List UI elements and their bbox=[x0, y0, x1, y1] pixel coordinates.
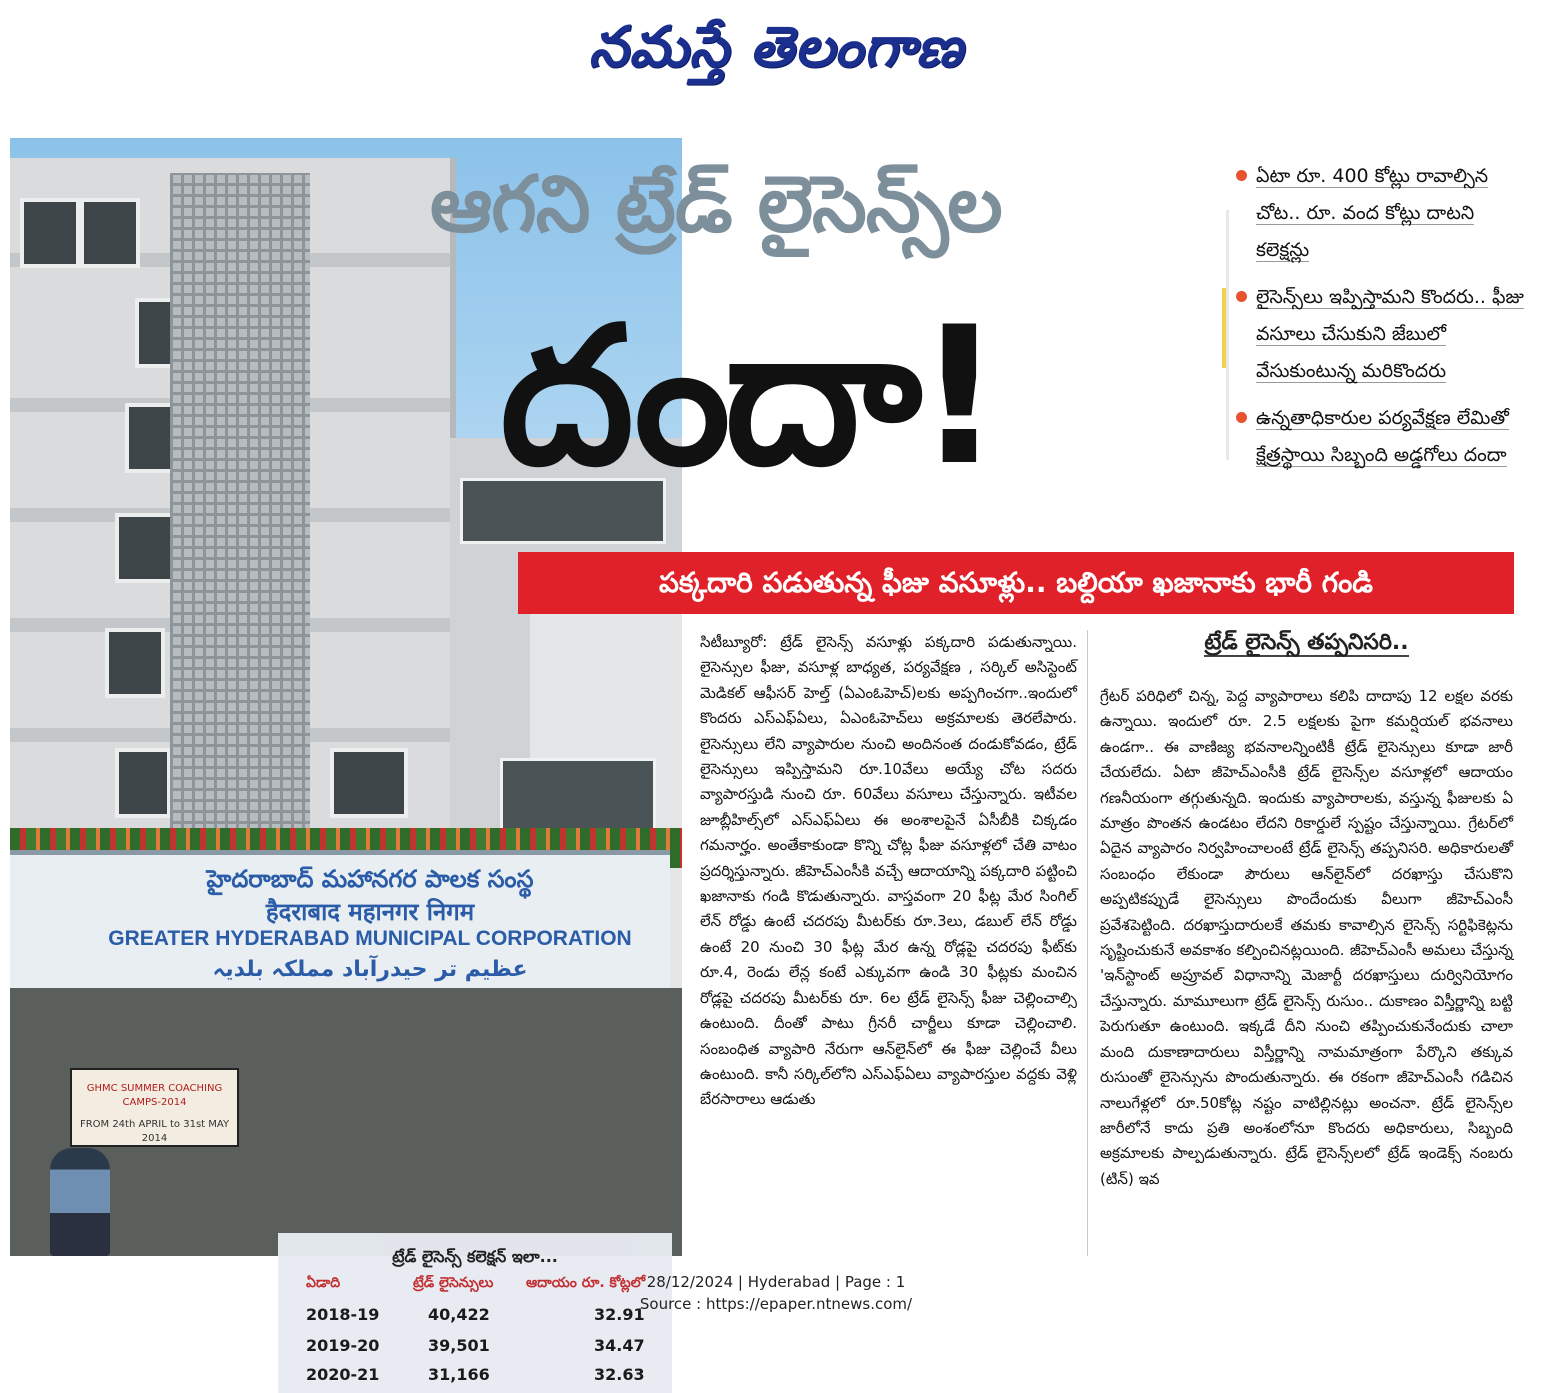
table-cell-revenue: 32.63 bbox=[594, 1365, 645, 1384]
sign-telugu: హైదరాబాద్ మహానగర పాలక సంస్థ bbox=[206, 865, 534, 893]
sign-urdu: عظیم تر حیدرآباد مملکہ بلدیہ bbox=[212, 957, 528, 982]
footer-date-page: 28/12/2024 | Hyderabad | Page : 1 bbox=[646, 1273, 906, 1291]
bullets-divider bbox=[1226, 210, 1229, 460]
article-column-1-text: సిటీబ్యూరో: ట్రేడ్ లైసెన్స్ వసూళ్లు పక్కదారి పడుతున్నాయి. లైసెన్సుల ఫీజు, వసూళ్ల బాధ్యత, పర్యవేక్షణ , సర్కిల్ అసిస్టెంట్ మెడికల్ ఆఫీసర్ హెల్త్ (ఏఎంఓహెచ్)లకు అప్పగించగా..ఇందులో కొందరు ఎస్ఎఫ్ఏలు, ఏఎంఓహెచ్‌లు అక్రమాలకు తెరలేపారు. లైసెన్సులు లేని వ్యాపారుల నుంచి అందినంత దండుకోవడం, ట్రేడ్ లైసెన్సులు ఇప్పిస్తామని రూ.10వేలు అయ్యే చోట సదరు వ్యాపారస్తుడి నుంచి రూ. 60వేలు వసూలు చేస్తున్నారు. ఇటీవల జూబ్లీహిల్స్‌లో ఎస్ఎఫ్ఏలు ఈ అంశాలపైనే ఏసీబీకి చిక్కడం గమనార్హం. అంతేకాకుండా కొన్ని చోట్ల ఫీజు వసూళ్లలో చేతి వాటం ప్రదర్శిస్తున్నారు. జీహెచ్ఎంసీకి వచ్చే ఆదాయాన్ని పక్కదారి పట్టించి ఖజానాకు గండి కొడుతున్నారు. వాస్తవంగా 20 ఫీట్ల మేర సింగిల్ లేన్ రోడ్డు ఉంటే చదరపు మీటర్‌కు రూ.3లు, డబుల్ లేన్ రోడ్డు ఉంటే 20 నుంచి 30 ఫీట్ల మేర ఉన్న రోడ్లపై చదరపు ఫీట్‌కు రూ.4, రెండు లేన్ల కంటే ఎక్కువగా ఉండి 30 ఫీట్లకు మంచిన రోడ్లపై చదరపు మీటర్‌కు రూ. 6ల ట్రేడ్ లైసెన్స్ ఫీజు చెల్లించాల్సి ఉంటుంది. దీంతో పాటు గ్రీనరీ చార్జీలు కూడా చెల్లించాలి. సంబంధిత వ్యాపారి నేరుగా ఆన్‌లైన్‌లో ఈ ఫీజు చెల్లించే వీలు ఉంటుంది. కానీ సర్కిల్‌లోని ఎస్ఎఫ్ఏలు వ్యాపారస్తుల వద్దకు వెళ్లి బేరసారాలు ఆడుతు bbox=[700, 633, 1077, 1109]
table-header-year: ఏడాది bbox=[306, 1275, 341, 1291]
table-header-revenue: ఆదాయం రూ. కోట్లలో bbox=[526, 1275, 646, 1291]
sign-hindi: हैदराबाद महानगर निगम bbox=[265, 898, 475, 926]
bullet-text: లైసెన్స్‌లు ఇప్పిస్తామని కొందరు.. ఫీజు వసూలు చేసుకుని జేబులో వేసుకుంటున్న మరికొందరు bbox=[1256, 286, 1524, 382]
table-cell-licenses: 31,166 bbox=[428, 1365, 490, 1384]
bullet-item bbox=[1232, 400, 1532, 474]
table-cell-year: 2018-19 bbox=[306, 1305, 380, 1324]
banner-line-1: GHMC SUMMER COACHING CAMPS-2014 bbox=[86, 1083, 223, 1108]
bullet-item bbox=[1232, 279, 1532, 390]
column-divider bbox=[1087, 630, 1088, 1256]
masthead bbox=[0, 0, 1552, 110]
table-cell-revenue: 34.47 bbox=[594, 1336, 645, 1355]
footer-source-link[interactable]: Source : https://epaper.ntnews.com/ bbox=[639, 1295, 913, 1313]
table-cell-licenses: 40,422 bbox=[428, 1305, 490, 1324]
table-header-licenses: ట్రేడ్ లైసెన్సులు bbox=[413, 1275, 494, 1291]
subheadline-text: పక్కదారి పడుతున్న ఫీజు వసూళ్లు.. బల్దియా ఖజానాకు భారీ గండి bbox=[658, 566, 1374, 599]
person-figure bbox=[50, 1148, 110, 1256]
sign-english: GREATER HYDERABAD MUNICIPAL CORPORATION bbox=[108, 927, 632, 950]
subheadline-bar bbox=[518, 552, 1514, 614]
bullet-text: ఏటా రూ. 400 కోట్లు రావాల్సిన చోట.. రూ. వంద కోట్లు దాటని కలెక్షన్లు bbox=[1256, 165, 1489, 261]
ghmc-signboard bbox=[10, 850, 670, 995]
newspaper-logo: నమస్తే తెలంగాణ bbox=[588, 14, 964, 80]
bullet-dot-icon bbox=[1236, 170, 1247, 181]
column-2-heading-text: ట్రేడ్ లైసెన్స్ తప్పనిసరి.. bbox=[1204, 630, 1409, 655]
article-column-2 bbox=[1100, 684, 1513, 1256]
article-column-2-text: గ్రేటర్ పరిధిలో చిన్న, పెద్ద వ్యాపారాలు కలిపి దాదాపు 12 లక్షల వరకు ఉన్నాయి. ఇందులో రూ. 2.5 లక్షలకు పైగా కమర్షియల్ భవనాలు ఉండగా.. ఈ వాణిజ్య భవనాలన్నింటికీ ట్రేడ్ లైసెన్సులు కూడా జారీ చేయలేదు. ఏటా జీహెచ్ఎంసీకి ట్రేడ్ లైసెన్స్‌ల వసూళ్లలో ఆదాయం గణనీయంగా తగ్గుతున్నది. ఇందుకు వ్యాపారాలకు, వస్తున్న ఫీజులకు ఏ మాత్రం పొంతన ఉండటం లేదని రికార్డులే స్పష్టం చేస్తున్నాయి. గ్రేటర్‌లో ఏదైన వ్యాపారం నిర్వహించాలంటే ట్రేడ్ లైసెన్స్ తప్పనిసరి. అధికారులతో సంబంధం లేకుండా పౌరులు ఆన్‌లైన్‌లో దరఖాస్తు చేసుకొని అప్పటికప్పుడే లైసెన్సులు పొందేందుకు వీలుగా జీహెచ్ఎంసీ ప్రవేశపెట్టింది. దరఖాస్తుదారులకే తమకు కావాల్సిన లైసెన్స్ సర్టిఫికెట్లను సృష్టించుకునే అవకాశం కల్పించినట్లయింది. జీహెచ్ఎంసీ అమలు చేస్తున్న 'ఇన్‌స్టాంట్ అప్రూవల్ విధానాన్ని మెజార్టీ దరఖాస్తులు దుర్వినియోగం చేస్తున్నారు. మామూలుగా ట్రేడ్ లైసెన్స్ రుసుం.. దుకాణం విస్తీర్ణాన్ని బట్టి పెరుగుతూ ఉంటుంది. ఇక్కడే దీని నుంచి తప్పించుకునేందుకు చాలా మంది దుకాణాదారులు విస్తీర్ణాన్ని నామమాత్రంగా పేర్కొని తక్కువ రుసుంతో లైసెన్సును పొందుతున్నారు. ఈ రకంగా జీహెచ్ఎంసీ గడిచిన నాలుగేళ్లలో రూ.50కోట్ల నష్టం వాటిల్లినట్లు అంచనా. ట్రేడ్ లైసెన్స్‌ల జారీలోనే కాదు ప్రతి అంశంలోనూ కొందరు అధికారులు, సిబ్బంది అక్రమాలకు పాల్పడుతున్నారు. ట్రేడ్ లైసెన్స్‌లలో ట్రేడ్ ఇండెక్స్ నంబరు (టిన్) ఇవ bbox=[1100, 687, 1513, 1188]
table-cell-year: 2020-21 bbox=[306, 1365, 380, 1384]
bullet-dot-icon bbox=[1236, 412, 1247, 423]
table-cell-year: 2019-20 bbox=[306, 1336, 380, 1355]
table-cell-revenue: 32.91 bbox=[594, 1305, 645, 1324]
column-2-heading bbox=[1100, 630, 1513, 660]
table-title: ట్రేడ్ లైసెన్స్ కలెక్షన్ ఇలా... bbox=[392, 1247, 558, 1266]
page-footer bbox=[0, 1271, 1552, 1315]
bullet-text: ఉన్నతాధికారుల పర్యవేక్షణ లేమితో క్షేత్రస్థాయి సిబ్బంది అడ్డగోలు దందా bbox=[1256, 407, 1509, 466]
table-cell-licenses: 39,501 bbox=[428, 1336, 490, 1355]
bullet-item bbox=[1232, 158, 1532, 269]
headline-line-1: ఆగని ట్రేడ్ లైసెన్స్‌ల bbox=[430, 160, 1002, 250]
highlight-bullets bbox=[1232, 158, 1532, 484]
banner-line-2: FROM 24th APRIL to 31st MAY 2014 bbox=[79, 1119, 230, 1144]
article-column-1 bbox=[700, 630, 1077, 1256]
headline-line-2: దందా! bbox=[500, 286, 997, 507]
coaching-camp-banner bbox=[70, 1068, 239, 1147]
bullet-dot-icon bbox=[1236, 291, 1247, 302]
bullets-accent-bar bbox=[1222, 288, 1226, 368]
